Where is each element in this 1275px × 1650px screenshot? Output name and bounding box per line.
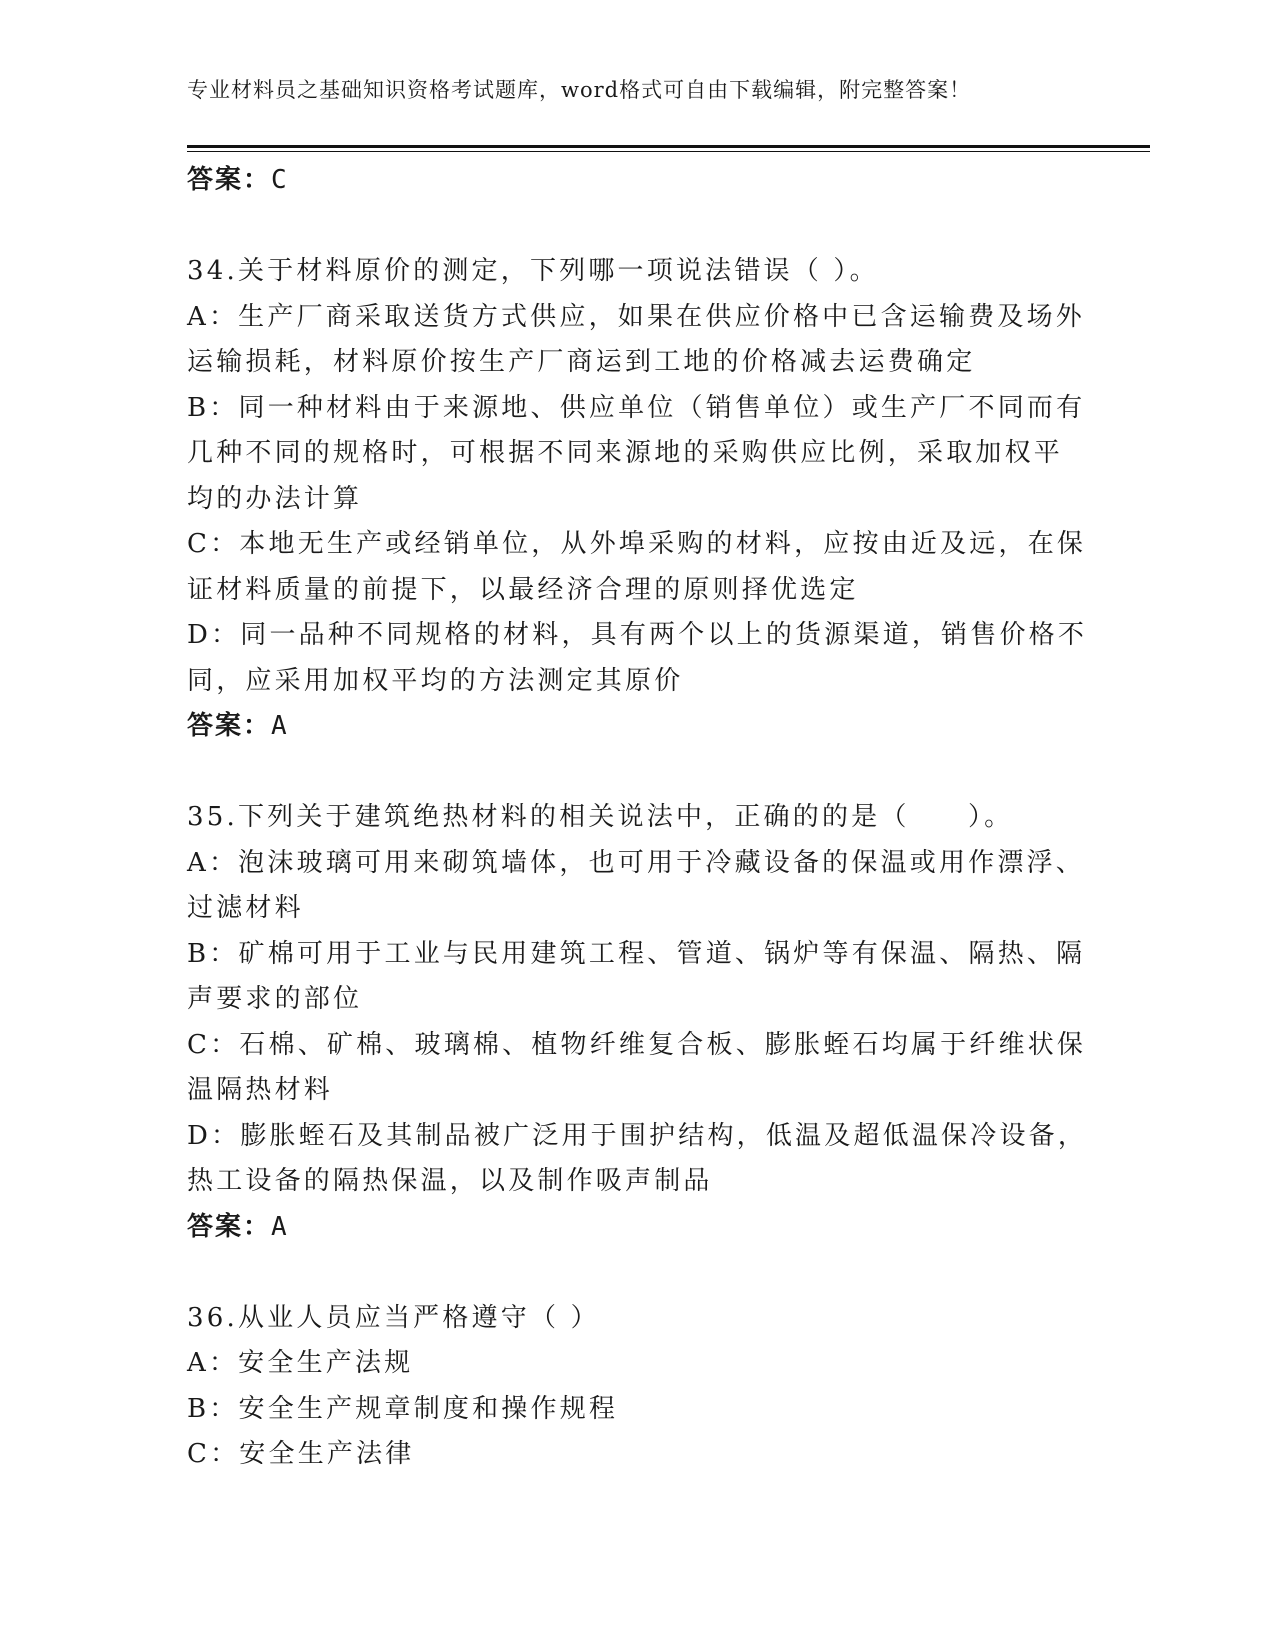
answer-value: A xyxy=(271,1211,289,1242)
spacer xyxy=(187,750,1067,796)
option-line: 同，应采用加权平均的方法测定其原价 xyxy=(187,665,684,696)
option-line: A：泡沫玻璃可用来砌筑墙体，也可用于冷藏设备的保温或用作漂浮、 xyxy=(187,847,1085,878)
answer-label: 答案： xyxy=(187,1211,272,1242)
option-line: C：安全生产法律 xyxy=(187,1439,415,1469)
option-line: 均的办法计算 xyxy=(187,483,363,514)
question-answer xyxy=(187,704,1067,750)
option-line: A：安全生产法规 xyxy=(187,1348,414,1378)
option-line: D：同一品种不同规格的材料，具有两个以上的货源渠道，销售价格不 xyxy=(187,620,1088,650)
document-body xyxy=(187,158,1088,1478)
option-line: 热工设备的隔热保温，以及制作吸声制品 xyxy=(187,1166,713,1196)
answer-value: C xyxy=(271,165,289,195)
option-line: C：石棉、矿棉、玻璃棉、植物纤维复合板、膨胀蛭石均属于纤维状保 xyxy=(187,1029,1087,1060)
question-34 xyxy=(187,249,1088,750)
question-35 xyxy=(187,795,1088,1250)
header-divider-thick xyxy=(187,145,1150,148)
option-line: A：生产厂商采取送货方式供应，如果在供应价格中已含运输费及场外 xyxy=(187,301,1085,332)
header-divider-thin xyxy=(187,151,1150,152)
option-line: D：膨胀蛭石及其制品被广泛用于围护结构，低温及超低温保冷设备， xyxy=(187,1120,1088,1151)
answer-label: 答案： xyxy=(187,165,272,195)
answer-value: A xyxy=(271,711,289,741)
question-stem: 35.下列关于建筑绝热材料的相关说法中，正确的的是（ ）。 xyxy=(187,802,1014,832)
spacer xyxy=(187,1250,1067,1296)
option-line: 声要求的部位 xyxy=(187,984,363,1014)
spacer xyxy=(187,204,1067,250)
option-line: 过滤材料 xyxy=(187,893,304,923)
option-line: B：同一种材料由于来源地、供应单位（销售单位）或生产厂不同而有 xyxy=(187,392,1086,423)
option-line: B：矿棉可用于工业与民用建筑工程、管道、锅炉等有保温、隔热、隔 xyxy=(187,938,1086,969)
previous-answer xyxy=(187,158,1067,204)
question-answer xyxy=(187,1205,1067,1251)
page-header-title: 专业材料员之基础知识资格考试题库，word格式可自由下载编辑，附完整答案！ xyxy=(187,78,972,102)
option-line: 证材料质量的前提下，以最经济合理的原则择优选定 xyxy=(187,574,859,605)
question-stem: 36.从业人员应当严格遵守（ ） xyxy=(187,1302,600,1333)
option-line: 几种不同的规格时，可根据不同来源地的采购供应比例，采取加权平 xyxy=(187,438,1064,468)
answer-label: 答案： xyxy=(187,711,272,741)
option-line: B：安全生产规章制度和操作规程 xyxy=(187,1393,619,1424)
option-line: 温隔热材料 xyxy=(187,1075,334,1105)
question-stem: 34.关于材料原价的测定，下列哪一项说法错误（ ）。 xyxy=(187,256,879,286)
option-line: 运输损耗，材料原价按生产厂商运到工地的价格减去运费确定 xyxy=(187,347,976,377)
question-36 xyxy=(187,1296,1067,1478)
option-line: C：本地无生产或经销单位，从外埠采购的材料，应按由近及远，在保 xyxy=(187,529,1087,559)
